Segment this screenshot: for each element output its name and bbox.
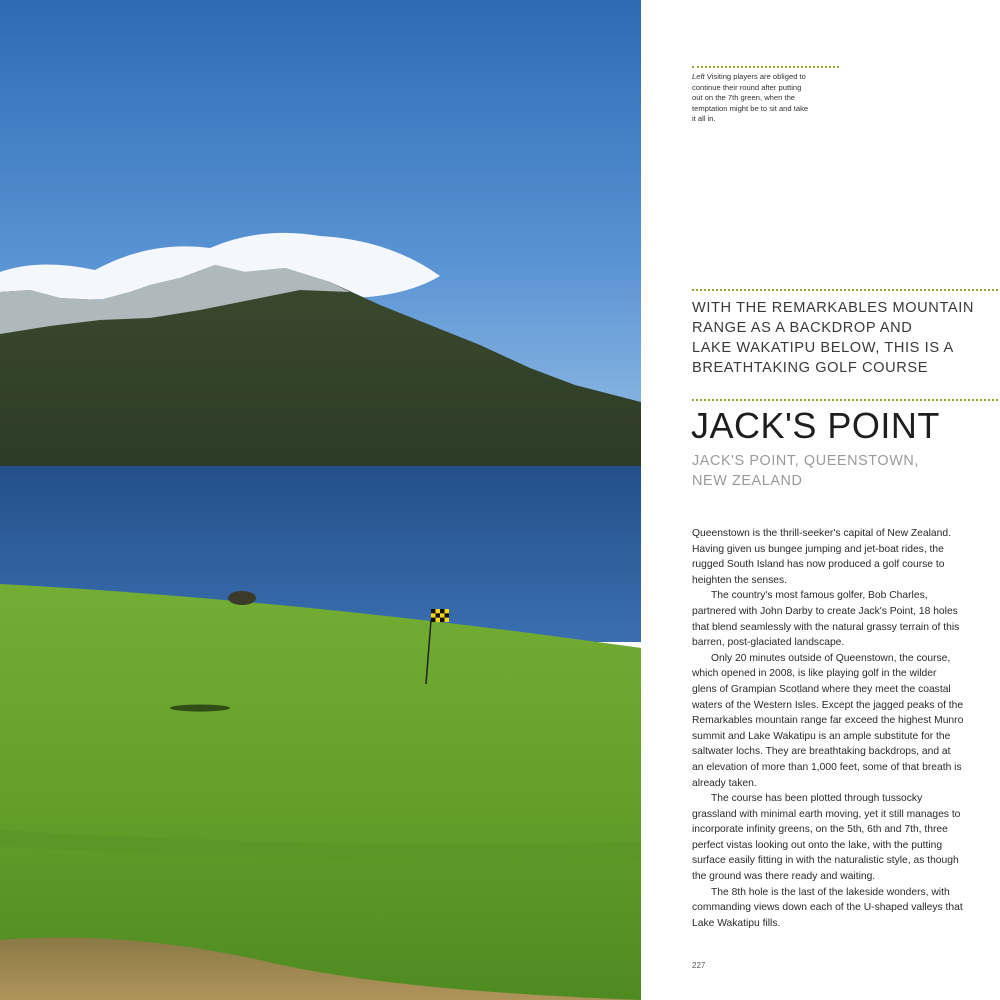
photo-caption bbox=[692, 72, 837, 125]
body-line: glens of Grampian Scotland where they meet the coastal bbox=[692, 683, 951, 695]
caption-line: it all in. bbox=[692, 114, 716, 124]
location-line: JACK'S POINT, QUEENSTOWN, bbox=[692, 453, 919, 469]
caption-line: out on the 7th green, when the bbox=[692, 93, 796, 103]
article-deck bbox=[692, 298, 997, 378]
deck-line: BREATHTAKING GOLF COURSE bbox=[692, 360, 929, 376]
fairway bbox=[0, 584, 641, 1000]
body-line: Remarkables mountain range far exceed the highest Munro bbox=[692, 715, 964, 727]
body-line: Lake Wakatipu fills. bbox=[692, 917, 781, 929]
body-line: already taken. bbox=[692, 777, 757, 789]
caption-line: Visiting players are obliged to bbox=[706, 72, 806, 81]
caption-line: continue their round after putting bbox=[692, 82, 802, 92]
flag-icon bbox=[431, 609, 449, 622]
body-line: The course has been plotted through tussocky bbox=[711, 793, 923, 805]
body-line: commanding views down each of the U-shaped valleys that bbox=[692, 902, 963, 914]
body-line: summit and Lake Wakatipu is an ample substitute for the bbox=[692, 730, 951, 742]
deck-divider-bottom bbox=[692, 399, 998, 401]
bush bbox=[228, 591, 256, 605]
body-line: incorporate infinity greens, on the 5th, 6th and 7th, three bbox=[692, 824, 948, 836]
body-line: that blend seamlessly with the natural grassy terrain of this bbox=[692, 621, 960, 633]
article-location bbox=[692, 451, 919, 491]
body-line: The 8th hole is the last of the lakeside wonders, with bbox=[711, 886, 950, 898]
body-line: waters of the Western Isles. Except the jagged peaks of the bbox=[692, 699, 964, 711]
article-body bbox=[692, 526, 997, 931]
caption-divider bbox=[692, 66, 839, 68]
caption-line: temptation might be to sit and take bbox=[692, 103, 809, 113]
body-line: rugged South Island has now produced a golf course to bbox=[692, 559, 945, 571]
body-line: The country's most famous golfer, Bob Charles, bbox=[711, 590, 928, 602]
location-line: NEW ZEALAND bbox=[692, 473, 803, 489]
body-line: grassland with minimal earth moving, yet it still manages to bbox=[692, 808, 961, 820]
shadow bbox=[170, 705, 230, 712]
deck-line: WITH THE REMARKABLES MOUNTAIN bbox=[692, 300, 975, 316]
deck-line: RANGE AS A BACKDROP AND bbox=[692, 320, 913, 336]
body-line: saltwater lochs. They are breathtaking backdrops, and at bbox=[692, 746, 951, 758]
body-line: Having given us bungee jumping and jet-boat rides, the bbox=[692, 543, 944, 555]
page-number: 227 bbox=[692, 961, 706, 970]
body-line: which opened in 2008, is like playing golf in the wilder bbox=[692, 668, 937, 680]
body-line: barren, post-glaciated landscape. bbox=[692, 637, 845, 649]
body-line: surface easily fitting in with the naturalistic style, as though bbox=[692, 855, 959, 867]
body-line: heighten the senses. bbox=[692, 574, 788, 586]
body-line: partnered with John Darby to create Jack's Point, 18 holes bbox=[692, 605, 958, 617]
body-line: perfect vistas looking out onto the lake, with the putting bbox=[692, 839, 943, 851]
deck-divider-top bbox=[692, 289, 998, 291]
body-line: an elevation of more than 1,000 feet, some of that breath is bbox=[692, 761, 962, 773]
body-line: Queenstown is the thrill-seeker's capital of New Zealand. bbox=[692, 528, 951, 539]
article-title: JACK'S POINT bbox=[691, 405, 940, 446]
body-line: Only 20 minutes outside of Queenstown, the course, bbox=[711, 652, 951, 664]
deck-line: LAKE WAKATIPU BELOW, THIS IS A bbox=[692, 340, 954, 356]
body-line: the ground was there ready and waiting. bbox=[692, 871, 876, 883]
caption-lead: Left bbox=[692, 72, 705, 81]
